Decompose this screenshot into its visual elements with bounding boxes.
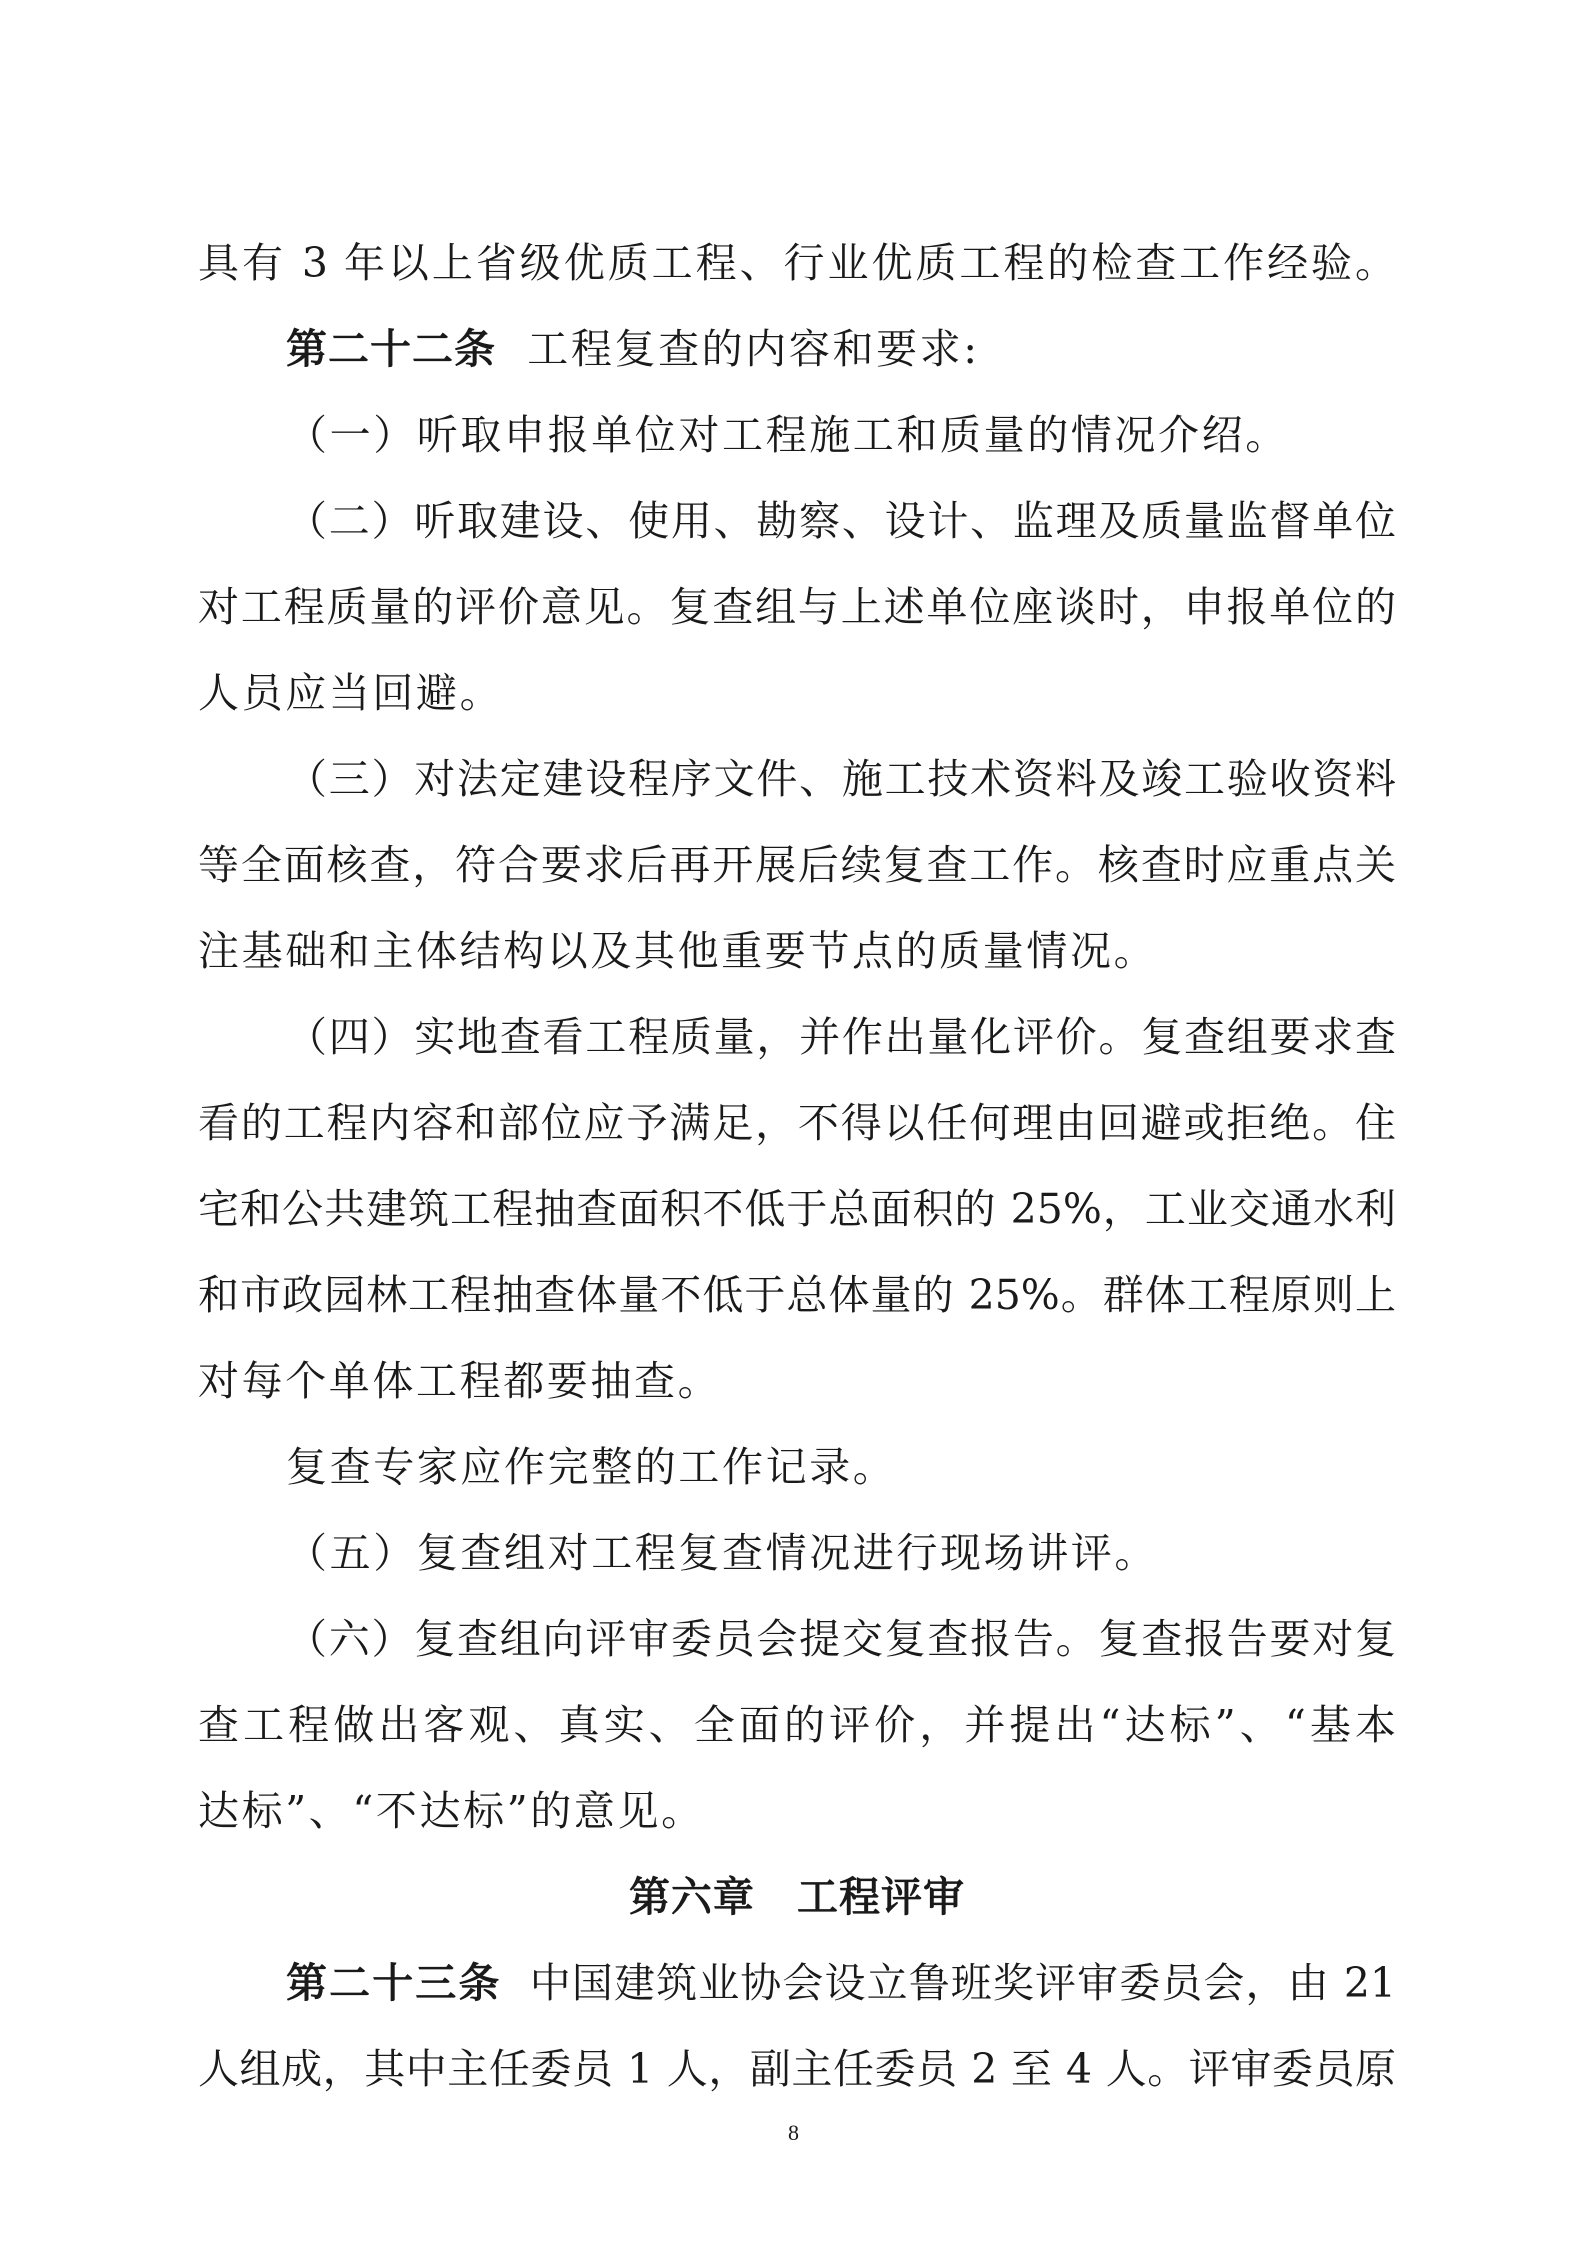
- article-text: 中国建筑业协会设立鲁班奖评审委员会，由 21: [529, 1959, 1397, 2007]
- text-line: 人组成，其中主任委员 1 人，副主任委员 2 至 4 人。评审委员原: [198, 2045, 1396, 2093]
- article-number: 第二十二条: [286, 325, 496, 373]
- text-line: 看的工程内容和部位应予满足，不得以任何理由回避或拒绝。住: [198, 1099, 1396, 1147]
- text-line: 对每个单体工程都要抽查。: [198, 1357, 722, 1405]
- document-body: [198, 220, 1396, 2112]
- text-line: 复查专家应作完整的工作记录。: [286, 1443, 897, 1491]
- article-number: 第二十三条: [286, 1959, 502, 2007]
- text-line: （二）听取建设、使用、勘察、设计、监理及质量监督单位: [286, 497, 1396, 545]
- article-text: 工程复查的内容和要求:: [527, 325, 980, 373]
- article-23-heading: [198, 1940, 1396, 2026]
- text-line: （一）听取申报单位对工程施工和质量的情况介绍。: [286, 411, 1289, 459]
- text-line: （六）复查组向评审委员会提交复查报告。复查报告要对复: [286, 1615, 1396, 1663]
- text-line: 等全面核查，符合要求后再开展后续复查工作。核查时应重点关: [198, 841, 1396, 889]
- chapter-title: 工程评审: [797, 1873, 966, 1921]
- text-line: 宅和公共建筑工程抽查面积不低于总面积的 25%，工业交通水利: [198, 1185, 1396, 1233]
- chapter-number: 第六章: [628, 1873, 755, 1921]
- text-line: 具有 3 年以上省级优质工程、行业优质工程的检查工作经验。: [198, 239, 1396, 287]
- text-line: 注基础和主体结构以及其他重要节点的质量情况。: [198, 927, 1158, 975]
- chapter-heading: [198, 1854, 1396, 1940]
- text-line: （三）对法定建设程序文件、施工技术资料及竣工验收资料: [286, 755, 1396, 803]
- text-line: 达标”、“不达标”的意见。: [198, 1787, 705, 1835]
- text-line: （四）实地查看工程质量，并作出量化评价。复查组要求查: [286, 1013, 1396, 1061]
- text-line: 对工程质量的评价意见。复查组与上述单位座谈时，申报单位的: [198, 583, 1396, 631]
- text-line: 人员应当回避。: [198, 669, 504, 717]
- text-line: （五）复查组对工程复查情况进行现场讲评。: [286, 1529, 1158, 1577]
- article-22-heading: [198, 306, 1396, 392]
- page-number: 8: [788, 2120, 799, 2145]
- text-line: 和市政园林工程抽查体量不低于总体量的 25%。群体工程原则上: [198, 1271, 1396, 1319]
- text-line: 查工程做出客观、真实、全面的评价，并提出“达标”、“基本: [198, 1701, 1396, 1749]
